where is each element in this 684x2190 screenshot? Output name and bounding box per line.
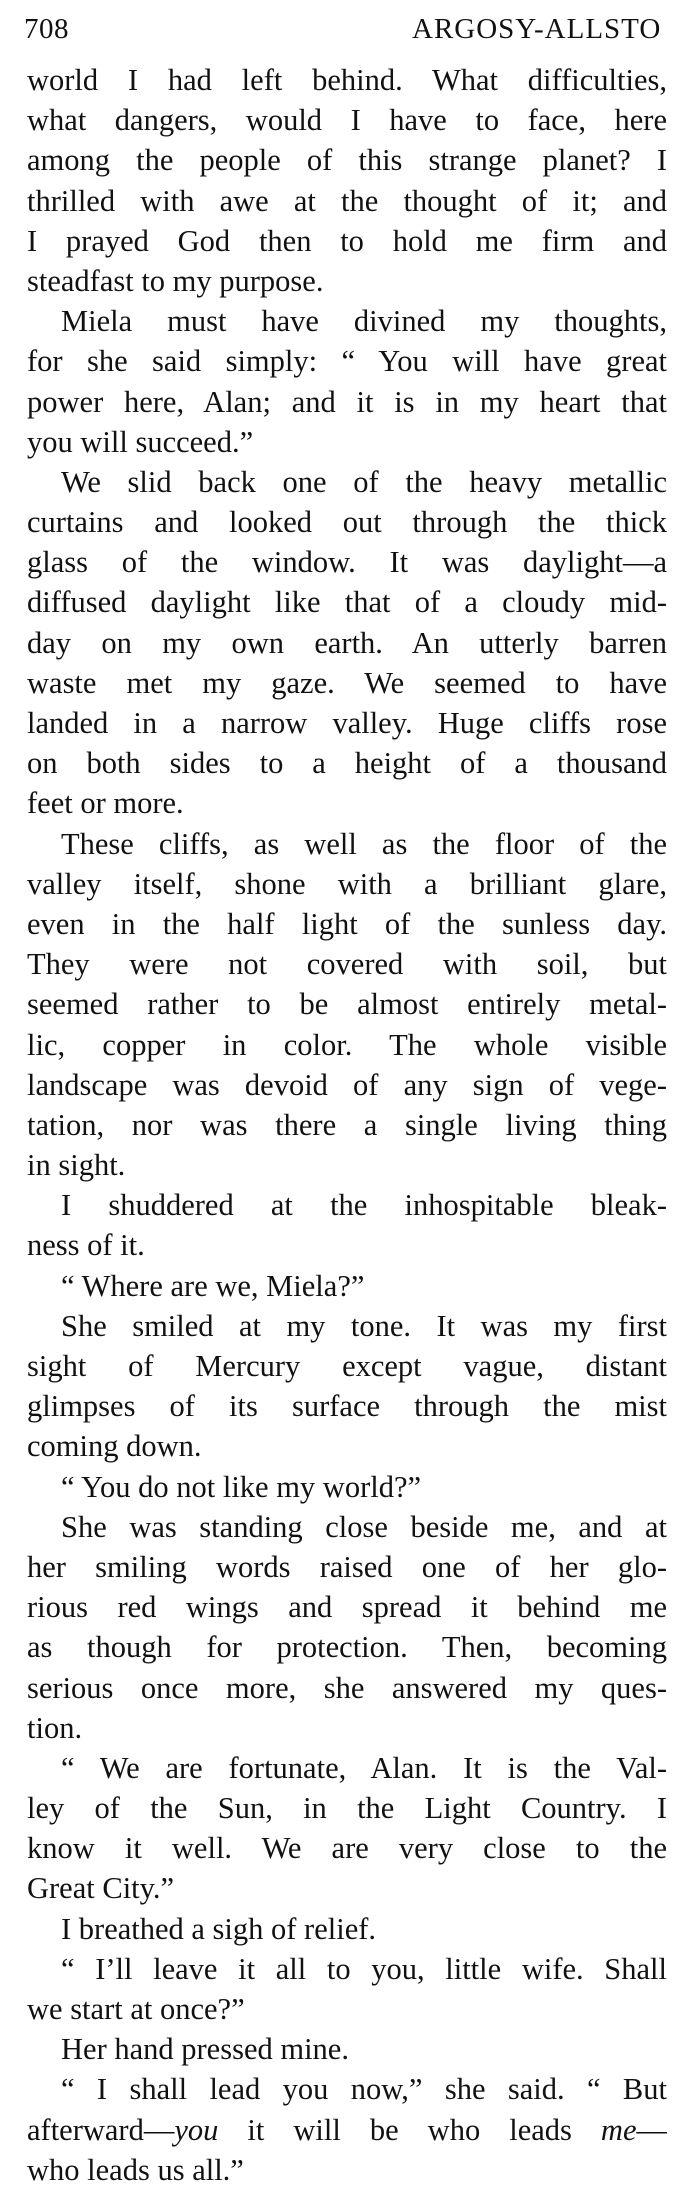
text-line: I shuddered at the inhospitable bleak-: [61, 1188, 667, 1223]
page-header: [24, 4, 684, 54]
text-line: ley of the Sun, in the Light Country. I: [27, 1791, 667, 1826]
text-line: for she said simply: “ You will have great: [27, 344, 667, 379]
text-line: valley itself, shone with a brilliant glare,: [27, 866, 667, 901]
text-line: world I had left behind. What difficulties,: [27, 63, 667, 97]
text-line: Great City.”: [27, 1871, 175, 1906]
body-text: [27, 60, 667, 2190]
text-line: power here, Alan; and it is in my heart that: [27, 384, 667, 419]
text-line: ness of it.: [27, 1228, 145, 1263]
text-line: know it well. We are very close to the: [27, 1831, 667, 1866]
text-line: “ Where are we, Miela?”: [61, 1268, 365, 1303]
text-line: “ We are fortunate, Alan. It is the Val-: [61, 1750, 667, 1785]
text-line: even in the half light of the sunless day.: [27, 906, 667, 941]
text-span: —: [636, 2112, 667, 2147]
text-line: We slid back one of the heavy metallic: [61, 464, 667, 499]
text-line: rious red wings and spread it behind me: [27, 1590, 667, 1625]
text-line: tation, nor was there a single living thing: [27, 1107, 667, 1142]
text-line: tion.: [27, 1710, 83, 1745]
text-line: “ You do not like my world?”: [61, 1469, 422, 1504]
text-line: I breathed a sigh of relief.: [61, 1911, 377, 1946]
text-line: These cliffs, as well as the floor of the: [61, 826, 667, 861]
text-line: we start at once?”: [27, 1992, 245, 2026]
text-line: sight of Mercury except vague, distant: [27, 1349, 667, 1383]
page-number: 708: [24, 13, 69, 45]
text-line: steadfast to my purpose.: [27, 263, 324, 298]
text-line: diffused daylight like that of a cloudy mid-: [27, 585, 667, 620]
text-line: “ I’ll leave it all to you, little wife. Shall: [61, 1951, 667, 1986]
text-line: She smiled at my tone. It was my first: [61, 1308, 667, 1343]
text-line: day on my own earth. An utterly barren: [27, 625, 667, 660]
text-line: curtains and looked out through the thick: [27, 505, 667, 540]
text-line: Miela must have divined my thoughts,: [61, 304, 667, 339]
text-line: as though for protection. Then, becoming: [27, 1630, 667, 1665]
text-line: landed in a narrow valley. Huge cliffs rose: [27, 706, 667, 740]
text-line: waste met my gaze. We seemed to have: [27, 665, 667, 700]
text-line: serious once more, she answered my ques-: [27, 1670, 667, 1705]
text-line-with-italics: [27, 2110, 667, 2150]
text-line: what dangers, would I have to face, here: [27, 103, 667, 138]
italic-word: you: [174, 2112, 219, 2147]
text-span: afterward—: [27, 2112, 175, 2147]
text-line: in sight.: [27, 1148, 126, 1183]
text-line: on both sides to a height of a thousand: [27, 746, 667, 781]
text-line: glimpses of its surface through the mist: [27, 1389, 667, 1424]
text-line: lic, copper in color. The whole visible: [27, 1027, 667, 1062]
text-line: Her hand pressed mine.: [61, 2032, 349, 2067]
text-line: among the people of this strange planet? I: [27, 143, 667, 178]
text-line: seemed rather to be almost entirely metal-: [27, 987, 667, 1022]
text-line: “ I shall lead you now,” she said. “ But: [61, 2072, 667, 2107]
text-line: feet or more.: [27, 786, 184, 821]
text-line: you will succeed.”: [27, 424, 254, 459]
text-line: thrilled with awe at the thought of it; and: [27, 183, 667, 218]
text-line: She was standing close beside me, and at: [61, 1509, 667, 1544]
text-line: I prayed God then to hold me firm and: [27, 223, 667, 258]
text-span: it will be who leads: [218, 2112, 601, 2147]
text-line: her smiling words raised one of her glo-: [27, 1549, 667, 1584]
text-line: who leads us all.”: [27, 2152, 244, 2187]
text-line: coming down.: [27, 1429, 202, 1464]
text-line: landscape was devoid of any sign of vege-: [27, 1067, 667, 1102]
running-head: ARGOSY-ALLSTO: [412, 13, 662, 45]
text-line: They were not covered with soil, but: [27, 947, 667, 982]
text-line: glass of the window. It was daylight—a: [27, 545, 667, 580]
italic-word: me: [600, 2112, 637, 2147]
